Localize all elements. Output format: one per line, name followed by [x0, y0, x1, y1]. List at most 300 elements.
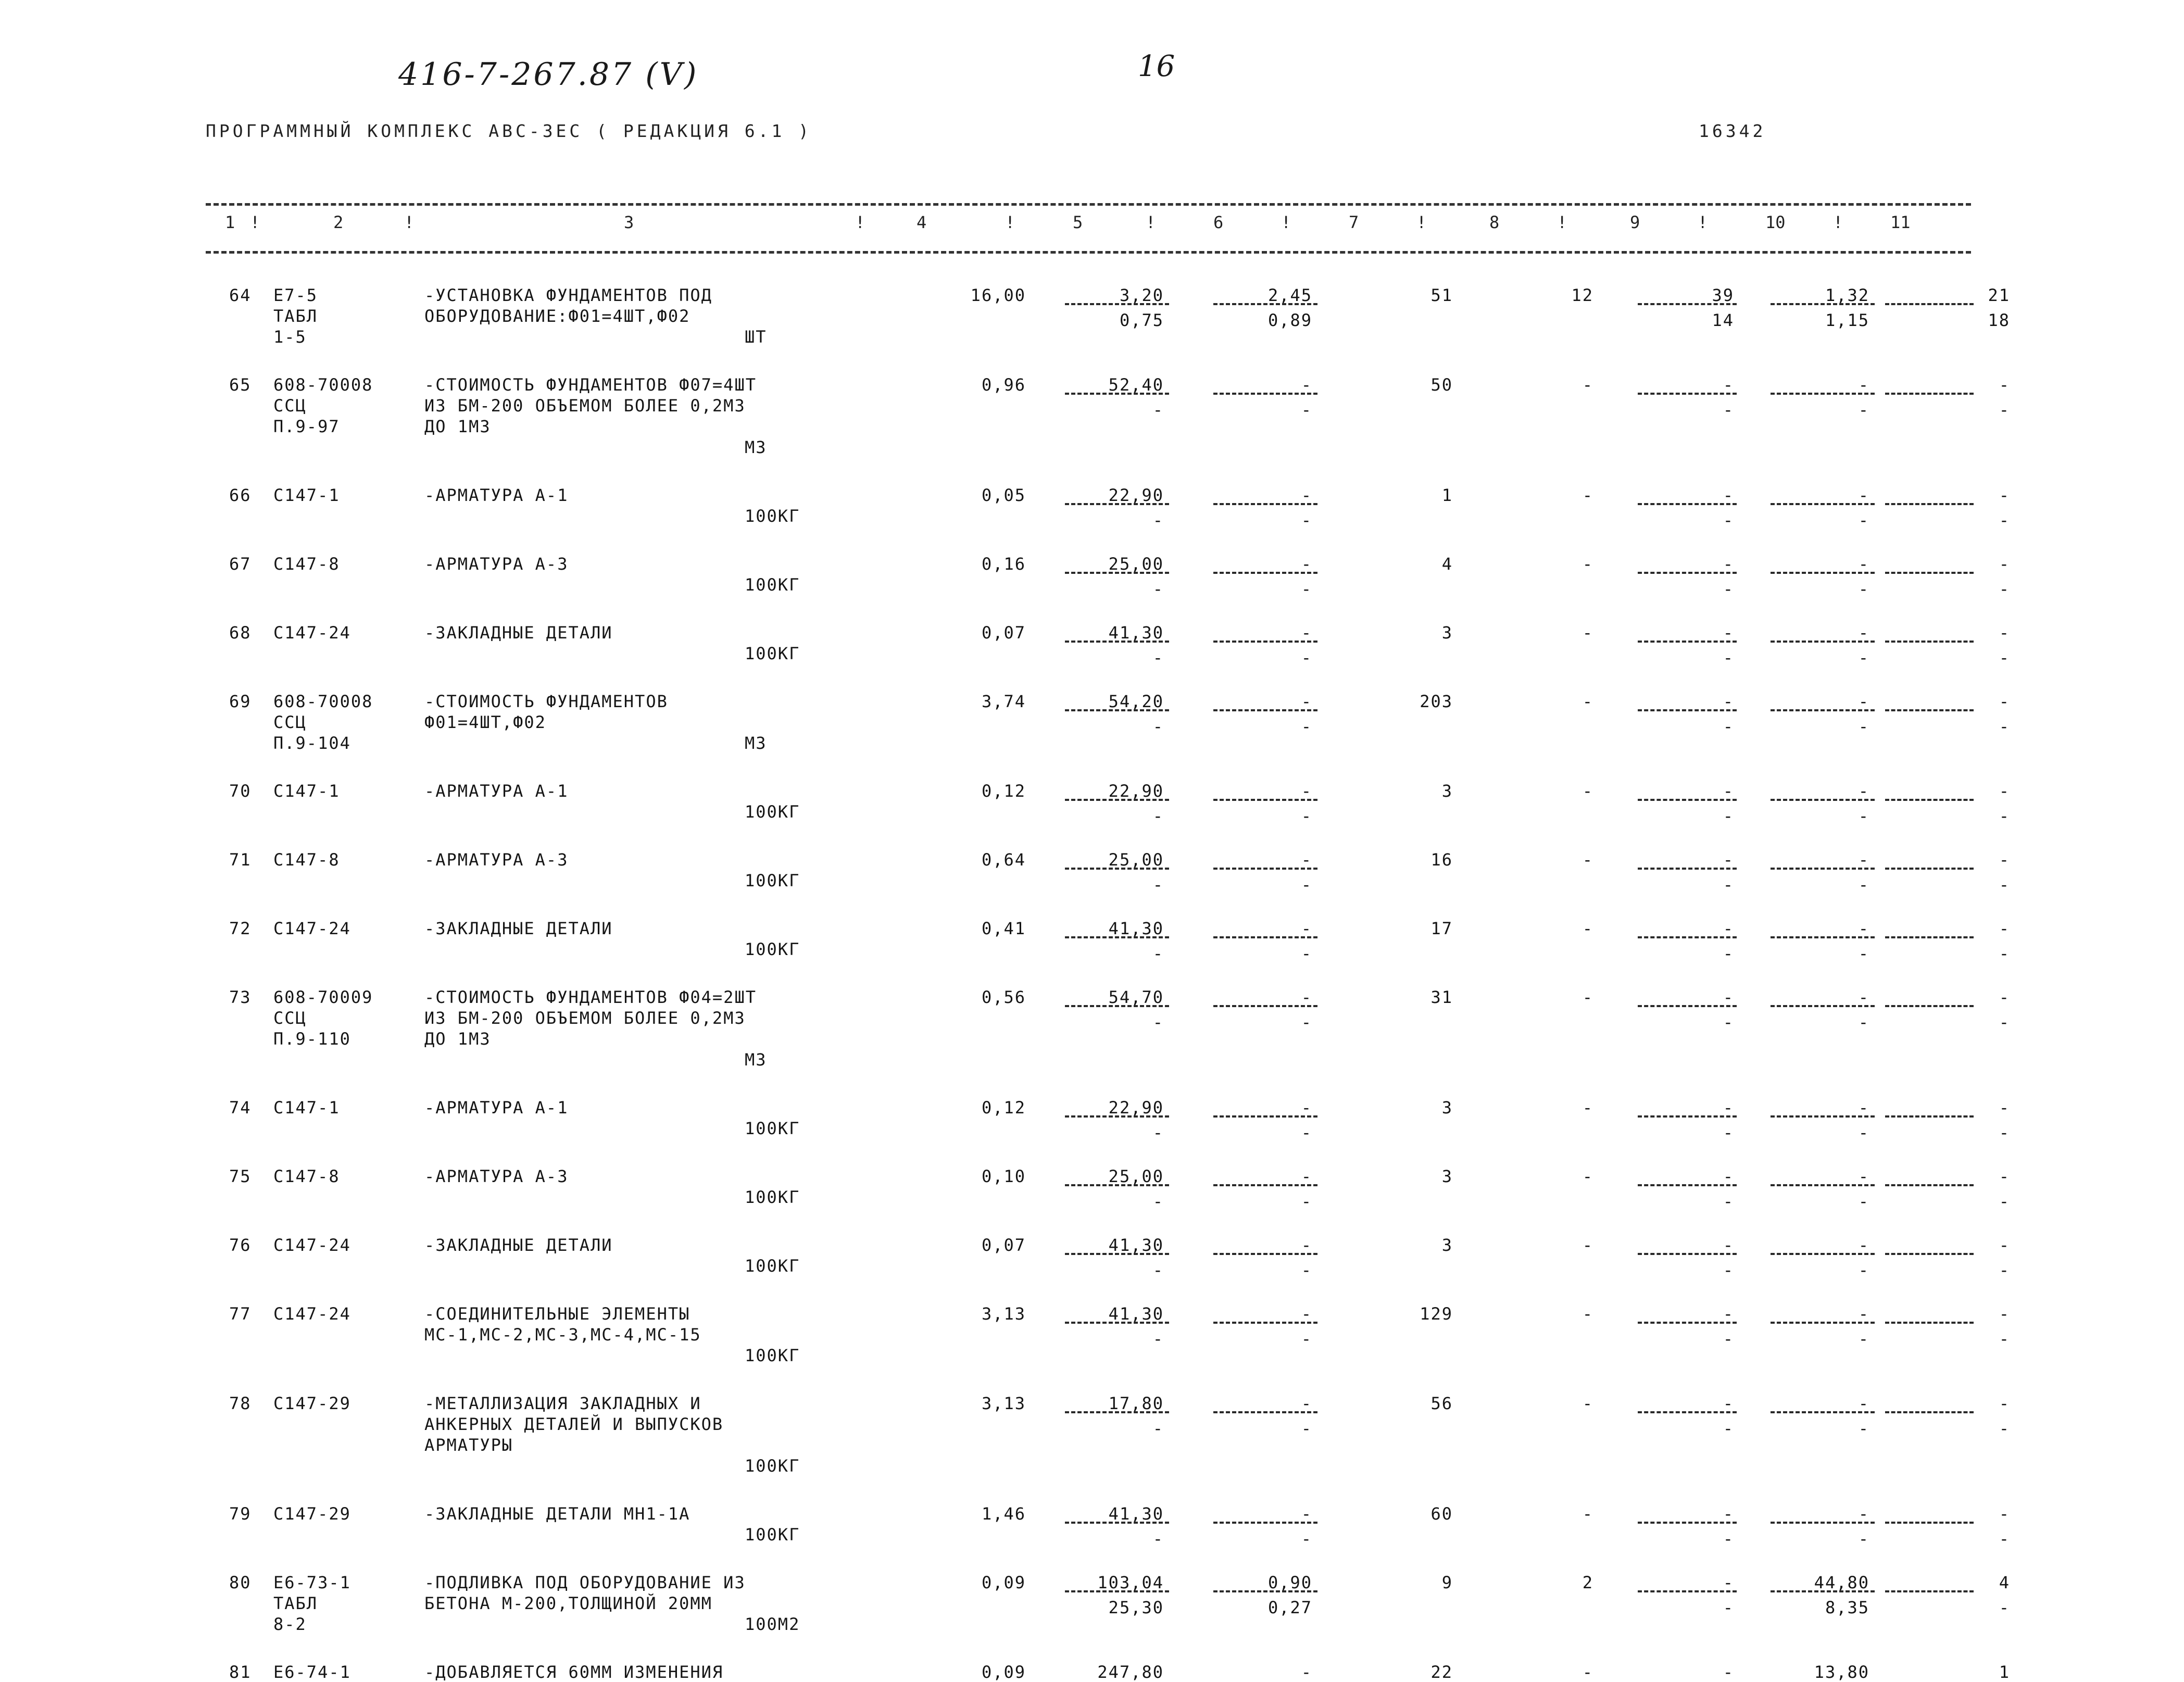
- subtotal-rule: [1885, 1115, 1974, 1118]
- row-description: -СОЕДИНИТЕЛЬНЫЕ ЭЛЕМЕНТЫ: [424, 1304, 691, 1324]
- row-c5-bottom: 25,30: [1108, 1598, 1164, 1617]
- row-number: 79: [229, 1504, 252, 1524]
- row-c5-bottom: -: [1152, 648, 1164, 668]
- row-c5-top: 41,30: [1108, 1235, 1164, 1255]
- row-c5-bottom: -: [1152, 944, 1164, 963]
- row-c10-top: 13,80: [1814, 1662, 1869, 1682]
- row-code: С147-29: [273, 1394, 351, 1413]
- row-c9-top: -: [1723, 1166, 1734, 1186]
- row-col7: 1: [1441, 485, 1453, 505]
- row-c5-top: 22,90: [1108, 485, 1164, 505]
- row-c5-top: 103,04: [1097, 1573, 1164, 1592]
- row-description: -АРМАТУРА А-3: [424, 1166, 569, 1186]
- subtotal-rule: [1885, 1590, 1974, 1592]
- row-unit: 100КГ: [745, 506, 800, 526]
- row-col8: -: [1582, 1662, 1593, 1682]
- row-unit: 100КГ: [745, 802, 800, 822]
- subtotal-rule: [1771, 1322, 1875, 1324]
- row-quantity: 0,16: [981, 554, 1026, 574]
- subtotal-rule: [1065, 709, 1169, 711]
- row-col7: 3: [1441, 1098, 1453, 1118]
- column-divider: !: [1698, 212, 1708, 232]
- row-code: С147-8: [273, 554, 340, 574]
- row-description: ДО 1М3: [424, 417, 491, 436]
- row-quantity: 16,00: [970, 285, 1026, 305]
- subtotal-rule: [1213, 1253, 1317, 1255]
- row-c6-top: -: [1301, 1394, 1312, 1413]
- row-c5-bottom: 0,75: [1119, 310, 1164, 330]
- row-quantity: 0,09: [981, 1573, 1026, 1592]
- row-description: ИЗ БМ-200 ОБЪЕМОМ БОЛЕЕ 0,2М3: [424, 396, 746, 416]
- subtotal-rule: [1638, 1411, 1737, 1413]
- row-c6-bottom: -: [1301, 875, 1312, 895]
- row-c6-bottom: -: [1301, 944, 1312, 963]
- row-c10-top: 1,32: [1825, 285, 1869, 305]
- subtotal-rule: [1065, 936, 1169, 938]
- row-c5-bottom: -: [1152, 806, 1164, 826]
- subtotal-rule: [1885, 572, 1974, 574]
- row-col7: 3: [1441, 1166, 1453, 1186]
- row-description: -УСТАНОВКА ФУНДАМЕНТОВ ПОД: [424, 285, 712, 305]
- row-quantity: 0,56: [981, 987, 1026, 1007]
- subtotal-rule: [1771, 868, 1875, 870]
- subtotal-rule: [1885, 1253, 1974, 1255]
- row-c5-top: 41,30: [1108, 623, 1164, 643]
- column-number-7: 7: [1349, 212, 1359, 232]
- row-description: МС-1,МС-2,МС-3,МС-4,МС-15: [424, 1325, 701, 1345]
- row-c5-top: 17,80: [1108, 1394, 1164, 1413]
- row-col7: 60: [1430, 1504, 1453, 1524]
- row-c6-bottom: 0,27: [1267, 1598, 1312, 1617]
- row-number: 81: [229, 1662, 252, 1682]
- row-code: ТАБЛ: [273, 306, 318, 326]
- row-col8: -: [1582, 485, 1593, 505]
- row-description: -СТОИМОСТЬ ФУНДАМЕНТОВ: [424, 692, 668, 711]
- row-unit: 100КГ: [745, 1256, 800, 1276]
- row-col7: 3: [1441, 781, 1453, 801]
- subtotal-rule: [1213, 572, 1317, 574]
- row-c10-top: -: [1858, 1394, 1869, 1413]
- row-c5-top: 41,30: [1108, 919, 1164, 938]
- row-number: 68: [229, 623, 252, 643]
- row-c10-top: -: [1858, 554, 1869, 574]
- row-c5-bottom: -: [1152, 510, 1164, 530]
- row-col8: 12: [1571, 285, 1593, 305]
- row-c10-bottom: 8,35: [1825, 1598, 1869, 1617]
- subtotal-rule: [1065, 1522, 1169, 1524]
- row-c5-top: 247,80: [1097, 1662, 1164, 1682]
- subtotal-rule: [1065, 1184, 1169, 1186]
- row-col8: 2: [1582, 1573, 1593, 1592]
- row-code: С147-24: [273, 1235, 351, 1255]
- row-col7: 17: [1430, 919, 1453, 938]
- row-number: 77: [229, 1304, 252, 1324]
- row-c5-top: 41,30: [1108, 1504, 1164, 1524]
- row-c11-top: -: [1999, 850, 2010, 870]
- document-id: 16342: [1699, 121, 1766, 141]
- page-number: 16: [1138, 49, 1175, 83]
- subtotal-rule: [1638, 641, 1737, 643]
- row-col8: -: [1582, 1504, 1593, 1524]
- row-c5-bottom: -: [1152, 875, 1164, 895]
- row-col8: -: [1582, 1166, 1593, 1186]
- row-col7: 203: [1420, 692, 1453, 711]
- row-c6-bottom: -: [1301, 1529, 1312, 1549]
- row-col8: -: [1582, 987, 1593, 1007]
- subtotal-rule: [1065, 303, 1169, 305]
- row-code: П.9-110: [273, 1029, 351, 1049]
- row-c6-bottom: -: [1301, 510, 1312, 530]
- row-number: 65: [229, 375, 252, 395]
- row-c10-bottom: -: [1858, 1012, 1869, 1032]
- row-c9-bottom: -: [1723, 1419, 1734, 1438]
- subtotal-rule: [1638, 393, 1737, 395]
- subtotal-rule: [1885, 303, 1974, 305]
- column-divider: !: [1146, 212, 1156, 232]
- row-c9-top: 39: [1712, 285, 1734, 305]
- row-c10-bottom: -: [1858, 1329, 1869, 1349]
- row-c11-top: -: [1999, 623, 2010, 643]
- subtotal-rule: [1065, 393, 1169, 395]
- subtotal-rule: [1213, 936, 1317, 938]
- row-number: 64: [229, 285, 252, 305]
- row-description: -ЗАКЛАДНЫЕ ДЕТАЛИ МН1-1А: [424, 1504, 691, 1524]
- row-number: 69: [229, 692, 252, 711]
- row-code: П.9-104: [273, 733, 351, 753]
- row-c9-bottom: -: [1723, 806, 1734, 826]
- program-header: ПРОГРАММНЫЙ КОМПЛЕКС АВС-3ЕС ( РЕДАКЦИЯ 6.1 ): [206, 121, 812, 141]
- row-col7: 129: [1420, 1304, 1453, 1324]
- row-c10-top: -: [1858, 987, 1869, 1007]
- row-c6-top: -: [1301, 1304, 1312, 1324]
- row-c11-top: -: [1999, 1504, 2010, 1524]
- row-unit: М3: [745, 733, 767, 753]
- row-unit: 100КГ: [745, 939, 800, 959]
- row-number: 74: [229, 1098, 252, 1118]
- subtotal-rule: [1638, 1322, 1737, 1324]
- row-c6-top: -: [1301, 919, 1312, 938]
- subtotal-rule: [1885, 1005, 1974, 1007]
- row-c10-bottom: -: [1858, 648, 1869, 668]
- row-c9-top: -: [1723, 1394, 1734, 1413]
- row-description: -АРМАТУРА А-1: [424, 1098, 569, 1118]
- row-col8: -: [1582, 1304, 1593, 1324]
- subtotal-rule: [1213, 1005, 1317, 1007]
- subtotal-rule: [1885, 1411, 1974, 1413]
- row-c11-top: 4: [1999, 1573, 2010, 1592]
- row-c10-top: -: [1858, 623, 1869, 643]
- row-description: -АРМАТУРА А-3: [424, 554, 569, 574]
- subtotal-rule: [1213, 1322, 1317, 1324]
- row-c9-top: -: [1723, 987, 1734, 1007]
- row-col8: -: [1582, 781, 1593, 801]
- row-col7: 22: [1430, 1662, 1453, 1682]
- row-c9-bottom: -: [1723, 579, 1734, 599]
- row-col8: -: [1582, 1394, 1593, 1413]
- row-description: -ЗАКЛАДНЫЕ ДЕТАЛИ: [424, 1235, 613, 1255]
- subtotal-rule: [1065, 1115, 1169, 1118]
- row-c9-bottom: -: [1723, 944, 1734, 963]
- row-unit: М3: [745, 437, 767, 457]
- subtotal-rule: [1771, 1411, 1875, 1413]
- row-unit: 100КГ: [745, 1456, 800, 1476]
- row-quantity: 0,10: [981, 1166, 1026, 1186]
- row-c5-top: 52,40: [1108, 375, 1164, 395]
- row-c11-bottom: -: [1999, 1329, 2010, 1349]
- row-code: 608-70009: [273, 987, 373, 1007]
- row-quantity: 0,07: [981, 623, 1026, 643]
- row-description: -ПОДЛИВКА ПОД ОБОРУДОВАНИЕ ИЗ: [424, 1573, 746, 1592]
- row-description: Ф01=4ШТ,Ф02: [424, 712, 546, 732]
- row-c6-bottom: -: [1301, 579, 1312, 599]
- row-c10-bottom: -: [1858, 944, 1869, 963]
- row-quantity: 0,64: [981, 850, 1026, 870]
- row-c6-bottom: -: [1301, 400, 1312, 420]
- row-c10-top: -: [1858, 1304, 1869, 1324]
- row-c5-bottom: -: [1152, 1260, 1164, 1280]
- row-code: С147-24: [273, 1304, 351, 1324]
- subtotal-rule: [1638, 303, 1737, 305]
- subtotal-rule: [1638, 503, 1737, 505]
- row-number: 80: [229, 1573, 252, 1592]
- row-c5-bottom: -: [1152, 1123, 1164, 1143]
- row-code: П.9-97: [273, 417, 340, 436]
- subtotal-rule: [1065, 1322, 1169, 1324]
- row-c9-top: -: [1723, 850, 1734, 870]
- row-c5-bottom: -: [1152, 1191, 1164, 1211]
- row-c5-bottom: -: [1152, 400, 1164, 420]
- row-c11-bottom: -: [1999, 1529, 2010, 1549]
- subtotal-rule: [1771, 303, 1875, 305]
- row-c11-top: -: [1999, 987, 2010, 1007]
- row-c11-top: -: [1999, 1304, 2010, 1324]
- subtotal-rule: [1638, 1005, 1737, 1007]
- row-c6-top: -: [1301, 485, 1312, 505]
- row-col8: -: [1582, 850, 1593, 870]
- subtotal-rule: [1638, 572, 1737, 574]
- subtotal-rule: [1213, 1590, 1317, 1592]
- row-c5-top: 54,70: [1108, 987, 1164, 1007]
- row-c10-bottom: -: [1858, 1419, 1869, 1438]
- document-code: 416-7-267.87 (V): [398, 56, 699, 93]
- row-description: -АРМАТУРА А-3: [424, 850, 569, 870]
- subtotal-rule: [1771, 1522, 1875, 1524]
- row-c9-top: -: [1723, 1235, 1734, 1255]
- row-c10-bottom: -: [1858, 1529, 1869, 1549]
- row-description: ДО 1М3: [424, 1029, 491, 1049]
- row-c9-bottom: -: [1723, 648, 1734, 668]
- row-code: С147-24: [273, 623, 351, 643]
- row-col8: -: [1582, 554, 1593, 574]
- row-c6-bottom: -: [1301, 1329, 1312, 1349]
- row-c5-bottom: -: [1152, 717, 1164, 736]
- subtotal-rule: [1771, 641, 1875, 643]
- column-divider: !: [250, 212, 260, 232]
- row-c11-bottom: -: [1999, 806, 2010, 826]
- row-c9-top: -: [1723, 1304, 1734, 1324]
- row-c6-top: -: [1301, 1662, 1312, 1682]
- row-c9-bottom: 14: [1712, 310, 1734, 330]
- column-divider: !: [1281, 212, 1291, 232]
- row-description: БЕТОНА М-200,ТОЛЩИНОЙ 20ММ: [424, 1593, 712, 1613]
- row-c9-top: -: [1723, 623, 1734, 643]
- row-c11-bottom: -: [1999, 579, 2010, 599]
- row-c5-bottom: -: [1152, 579, 1164, 599]
- row-c6-bottom: 0,89: [1267, 310, 1312, 330]
- row-c10-top: -: [1858, 485, 1869, 505]
- column-number-5: 5: [1073, 212, 1083, 232]
- column-number-1: 1: [225, 212, 235, 232]
- subtotal-rule: [1885, 799, 1974, 801]
- row-c10-bottom: -: [1858, 510, 1869, 530]
- row-code: 608-70008: [273, 375, 373, 395]
- row-number: 67: [229, 554, 252, 574]
- subtotal-rule: [1885, 641, 1974, 643]
- row-c5-top: 22,90: [1108, 1098, 1164, 1118]
- row-c11-bottom: -: [1999, 1191, 2010, 1211]
- row-c11-top: 1: [1999, 1662, 2010, 1682]
- row-description: ИЗ БМ-200 ОБЪЕМОМ БОЛЕЕ 0,2М3: [424, 1008, 746, 1028]
- row-description: -АРМАТУРА А-1: [424, 485, 569, 505]
- row-code: Е6-73-1: [273, 1573, 351, 1592]
- row-c9-top: -: [1723, 375, 1734, 395]
- row-c9-top: -: [1723, 1504, 1734, 1524]
- row-c10-bottom: -: [1858, 1123, 1869, 1143]
- row-c10-bottom: -: [1858, 1260, 1869, 1280]
- row-c11-top: 21: [1988, 285, 2010, 305]
- subtotal-rule: [1638, 709, 1737, 711]
- row-c6-bottom: -: [1301, 806, 1312, 826]
- row-c6-bottom: -: [1301, 648, 1312, 668]
- row-quantity: 0,05: [981, 485, 1026, 505]
- row-c11-top: -: [1999, 485, 2010, 505]
- row-quantity: 3,13: [981, 1304, 1026, 1324]
- row-c6-top: -: [1301, 1098, 1312, 1118]
- row-quantity: 0,09: [981, 1662, 1026, 1682]
- subtotal-rule: [1771, 393, 1875, 395]
- row-c5-top: 25,00: [1108, 850, 1164, 870]
- row-c5-top: 3,20: [1119, 285, 1164, 305]
- row-c11-bottom: -: [1999, 1598, 2010, 1617]
- row-c9-bottom: -: [1723, 1191, 1734, 1211]
- row-c10-top: -: [1858, 1504, 1869, 1524]
- row-c9-top: -: [1723, 1098, 1734, 1118]
- subtotal-rule: [1885, 503, 1974, 505]
- row-code: 8-2: [273, 1614, 307, 1634]
- row-c9-top: -: [1723, 692, 1734, 711]
- row-c11-top: -: [1999, 692, 2010, 711]
- row-c10-top: -: [1858, 850, 1869, 870]
- row-c9-bottom: -: [1723, 510, 1734, 530]
- row-c10-top: -: [1858, 1166, 1869, 1186]
- row-c6-bottom: -: [1301, 1012, 1312, 1032]
- subtotal-rule: [1885, 709, 1974, 711]
- row-c11-top: -: [1999, 1235, 2010, 1255]
- row-c9-bottom: -: [1723, 1598, 1734, 1617]
- row-code: С147-29: [273, 1504, 351, 1524]
- row-number: 75: [229, 1166, 252, 1186]
- subtotal-rule: [1213, 1184, 1317, 1186]
- column-divider: !: [1833, 212, 1843, 232]
- row-code: ТАБЛ: [273, 1593, 318, 1613]
- subtotal-rule: [1065, 868, 1169, 870]
- row-col7: 56: [1430, 1394, 1453, 1413]
- row-code: С147-8: [273, 1166, 340, 1186]
- row-c11-bottom: 18: [1988, 310, 2010, 330]
- subtotal-rule: [1213, 799, 1317, 801]
- row-code: С147-1: [273, 1098, 340, 1118]
- row-col7: 50: [1430, 375, 1453, 395]
- row-code: Е6-74-1: [273, 1662, 351, 1682]
- row-c10-top: -: [1858, 919, 1869, 938]
- row-c6-top: -: [1301, 850, 1312, 870]
- row-code: С147-24: [273, 919, 351, 938]
- column-number-9: 9: [1630, 212, 1640, 232]
- subtotal-rule: [1638, 868, 1737, 870]
- row-c6-bottom: -: [1301, 1123, 1312, 1143]
- row-unit: 100КГ: [745, 871, 800, 890]
- row-c11-bottom: -: [1999, 1419, 2010, 1438]
- row-c5-top: 54,20: [1108, 692, 1164, 711]
- row-col7: 31: [1430, 987, 1453, 1007]
- subtotal-rule: [1065, 1411, 1169, 1413]
- row-c5-top: 25,00: [1108, 554, 1164, 574]
- row-c11-bottom: -: [1999, 648, 2010, 668]
- row-c11-bottom: -: [1999, 1123, 2010, 1143]
- row-c6-bottom: -: [1301, 717, 1312, 736]
- row-col7: 3: [1441, 623, 1453, 643]
- row-c10-bottom: -: [1858, 579, 1869, 599]
- row-unit: М3: [745, 1050, 767, 1070]
- row-description: -ДОБАВЛЯЕТСЯ 60ММ ИЗМЕНЕНИЯ: [424, 1662, 724, 1682]
- row-number: 73: [229, 987, 252, 1007]
- row-c10-bottom: -: [1858, 717, 1869, 736]
- row-code: С147-1: [273, 781, 340, 801]
- row-code: С147-8: [273, 850, 340, 870]
- row-c11-bottom: -: [1999, 717, 2010, 736]
- row-description: АНКЕРНЫХ ДЕТАЛЕЙ И ВЫПУСКОВ: [424, 1414, 724, 1434]
- row-quantity: 1,46: [981, 1504, 1026, 1524]
- row-c6-top: -: [1301, 692, 1312, 711]
- row-c11-top: -: [1999, 919, 2010, 938]
- row-description: -АРМАТУРА А-1: [424, 781, 569, 801]
- row-c9-top: -: [1723, 781, 1734, 801]
- subtotal-rule: [1213, 303, 1317, 305]
- row-col8: -: [1582, 1235, 1593, 1255]
- subtotal-rule: [1065, 1253, 1169, 1255]
- column-number-10: 10: [1765, 212, 1786, 232]
- row-c6-top: 2,45: [1267, 285, 1312, 305]
- row-c11-top: -: [1999, 781, 2010, 801]
- row-c6-top: -: [1301, 1235, 1312, 1255]
- row-c11-top: -: [1999, 1098, 2010, 1118]
- row-unit: 100КГ: [745, 1187, 800, 1207]
- row-c9-top: -: [1723, 1662, 1734, 1682]
- column-number-11: 11: [1890, 212, 1911, 232]
- row-c9-bottom: -: [1723, 400, 1734, 420]
- row-c11-bottom: -: [1999, 944, 2010, 963]
- subtotal-rule: [1213, 1115, 1317, 1118]
- row-c10-top: -: [1858, 781, 1869, 801]
- row-unit: 100КГ: [745, 644, 800, 663]
- row-c11-top: -: [1999, 1166, 2010, 1186]
- subtotal-rule: [1065, 641, 1169, 643]
- row-c6-top: -: [1301, 375, 1312, 395]
- row-c9-bottom: -: [1723, 875, 1734, 895]
- subtotal-rule: [1213, 503, 1317, 505]
- subtotal-rule: [1771, 1590, 1875, 1592]
- row-unit: 100КГ: [745, 1525, 800, 1545]
